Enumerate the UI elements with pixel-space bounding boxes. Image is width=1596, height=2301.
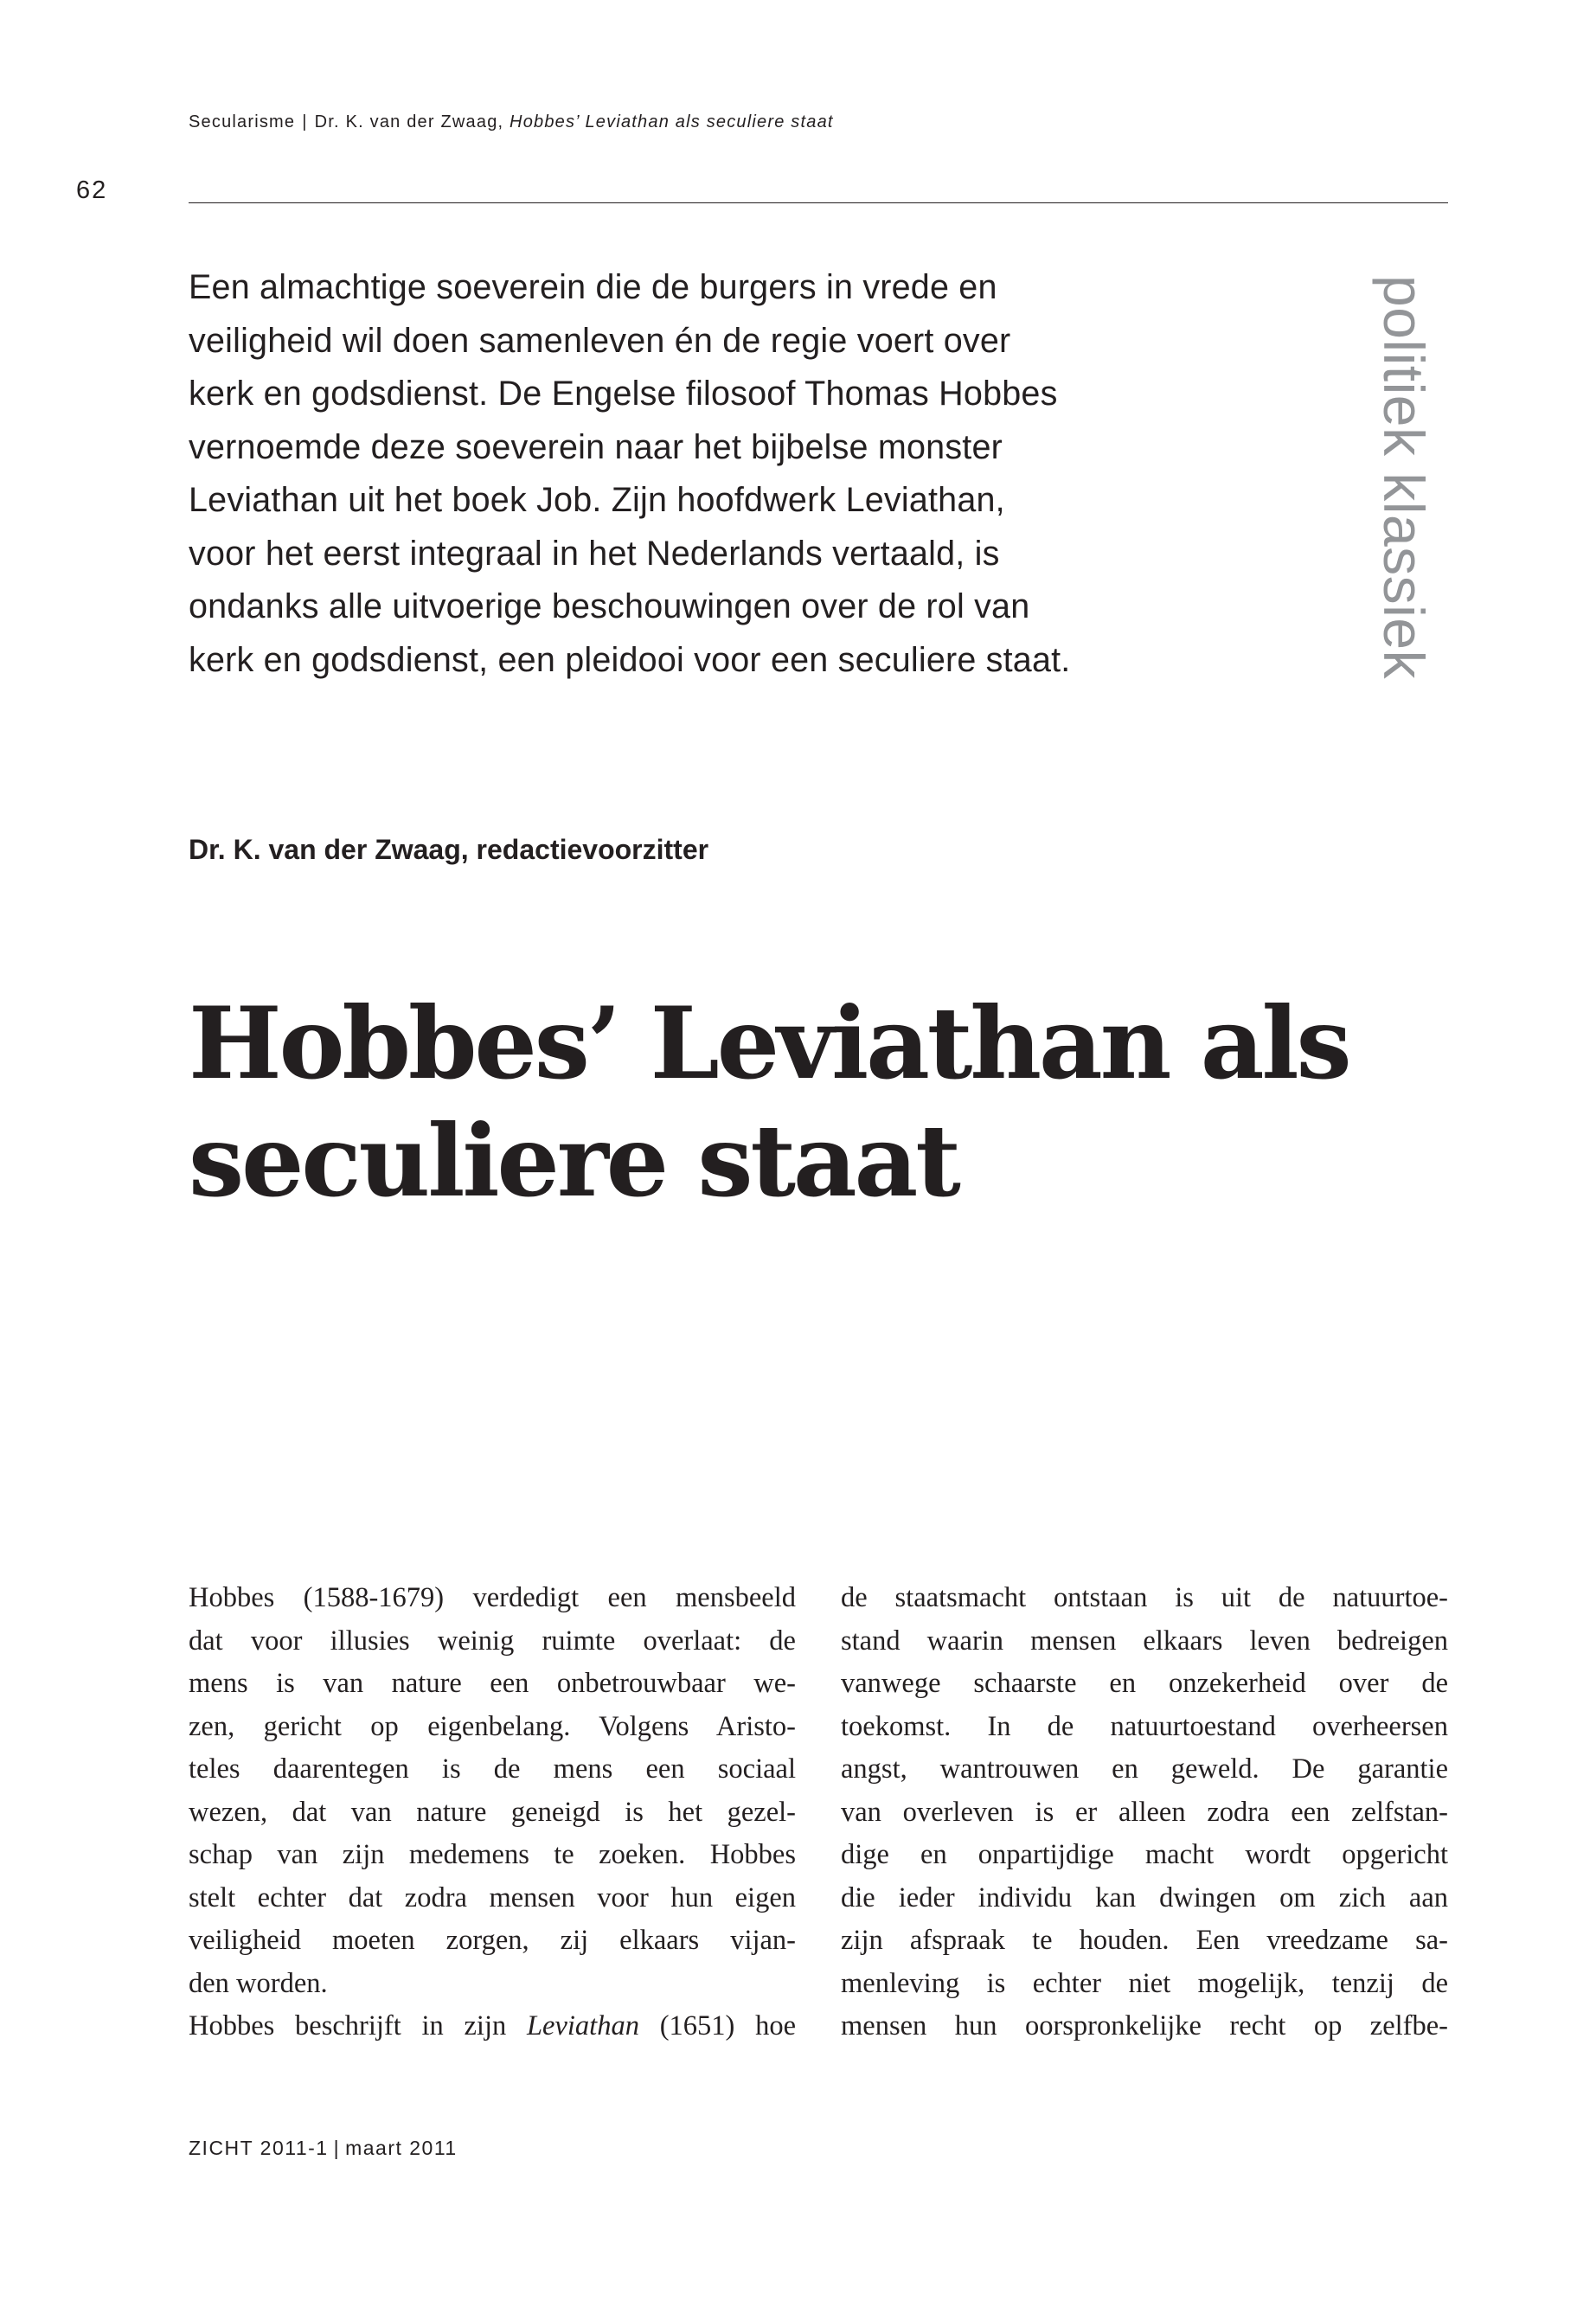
body-line: schap van zijn medemens te zoeken. Hobbes bbox=[189, 1839, 796, 1870]
book-title-italic: Leviathan bbox=[526, 2010, 639, 2041]
lead-line: kerk en godsdienst, een pleidooi voor een seculiere staat. bbox=[189, 640, 1071, 679]
byline: Dr. K. van der Zwaag, redactievoorzitter bbox=[189, 834, 709, 865]
header-rule bbox=[189, 202, 1448, 203]
footer-date: maart 2011 bbox=[345, 2137, 458, 2159]
lead-line: ondanks alle uitvoerige beschouwingen over de rol van bbox=[189, 587, 1030, 625]
body-line: mensen hun oorspronkelijke recht op zelfbe- bbox=[841, 2010, 1448, 2041]
lead-line: Leviathan uit het boek Job. Zijn hoofdwerk Leviathan, bbox=[189, 481, 1005, 519]
body-line: zijn afspraak te houden. Een vreedzame sa- bbox=[841, 1925, 1448, 1956]
section-label-vertical bbox=[1362, 275, 1466, 811]
body-line: stand waarin mensen elkaars leven bedreigen bbox=[841, 1625, 1448, 1657]
body-line: stelt echter dat zodra mensen voor hun eigen bbox=[189, 1881, 796, 1913]
body-line: veiligheid moeten zorgen, zij elkaars vijan- bbox=[189, 1925, 796, 1956]
body-line: zen, gericht op eigenbelang. Volgens Aristo- bbox=[189, 1710, 796, 1742]
body-line bbox=[189, 2005, 796, 2048]
lead-line: Een almachtige soeverein die de burgers in vrede en bbox=[189, 268, 997, 306]
section-label-text: politiek klassiek bbox=[1372, 275, 1436, 680]
body-line: die ieder individu kan dwingen om zich aan bbox=[841, 1881, 1448, 1913]
body-column-left bbox=[189, 1577, 796, 2048]
lead-line: vernoemde deze soeverein naar het bijbelse monster bbox=[189, 427, 1003, 466]
body-line: toekomst. In de natuurtoestand overheersen bbox=[841, 1710, 1448, 1742]
body-line: mens is van nature een onbetrouwbaar we- bbox=[189, 1668, 796, 1699]
lead-line: voor het eerst integraal in het Nederlands vertaald, is bbox=[189, 534, 1000, 573]
footer-separator: | bbox=[333, 2137, 341, 2159]
lead-line: veiligheid wil doen samenleven én de regie voert over bbox=[189, 321, 1011, 360]
body-text: Hobbes beschrijft in zijn bbox=[189, 2010, 507, 2041]
page-footer bbox=[189, 2137, 458, 2160]
header-article-title: Hobbes’ Leviathan als seculiere staat bbox=[510, 112, 834, 131]
body-line: vanwege schaarste en onzekerheid over de bbox=[841, 1668, 1448, 1699]
body-line: dat voor illusies weinig ruimte overlaat: de bbox=[189, 1625, 796, 1657]
header-author: Dr. K. van der Zwaag, bbox=[314, 112, 504, 131]
body-line: de staatsmacht ontstaan is uit de natuurtoe- bbox=[841, 1582, 1448, 1613]
body-line: dige en onpartijdige macht wordt opgericht bbox=[841, 1839, 1448, 1870]
body-line: den worden. bbox=[189, 1967, 328, 1999]
body-line: wezen, dat van nature geneigd is het gezel- bbox=[189, 1796, 796, 1828]
article-title-line: seculiere staat bbox=[189, 1103, 958, 1219]
header-section: Secularisme bbox=[189, 112, 296, 131]
body-line: van overleven is er alleen zodra een zelfstan- bbox=[841, 1796, 1448, 1828]
footer-journal: ZICHT 2011-1 bbox=[189, 2137, 329, 2159]
article-title-line: Hobbes’ Leviathan als bbox=[189, 985, 1349, 1101]
lead-line: kerk en godsdienst. De Engelse filosoof Thomas Hobbes bbox=[189, 375, 1058, 413]
lead-paragraph bbox=[189, 261, 1183, 687]
body-line: Hobbes (1588-1679) verdedigt een mensbeeld bbox=[189, 1582, 796, 1613]
running-header bbox=[189, 112, 834, 132]
body-column-right bbox=[841, 1577, 1448, 2048]
article-title bbox=[189, 984, 1349, 1220]
body-line: teles daarentegen is de mens een sociaal bbox=[189, 1753, 796, 1785]
body-text: (1651) hoe bbox=[659, 2010, 796, 2041]
header-separator: | bbox=[302, 112, 308, 131]
page-number: 62 bbox=[76, 176, 108, 204]
body-line: menleving is echter niet mogelijk, tenzij de bbox=[841, 1967, 1448, 1999]
body-line: angst, wantrouwen en geweld. De garantie bbox=[841, 1753, 1448, 1785]
